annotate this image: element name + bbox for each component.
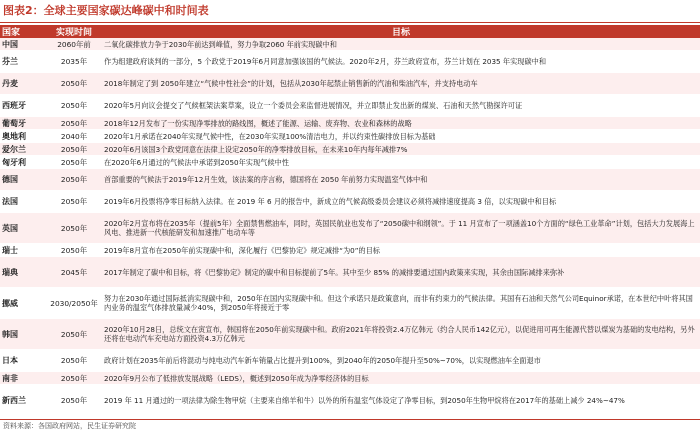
table-row (0, 169, 700, 191)
row-goal: 政府计划在2035年前后将混动与纯电动汽车新车销量占比提升到100%，到2040年的2050年提升至50%~70%，以实现燃油车全面退市 (102, 350, 700, 372)
row-country: 挪威 (0, 288, 46, 319)
row-country: 新西兰 (0, 385, 46, 416)
row-country: 英国 (0, 213, 46, 244)
row-time: 2050年 (46, 244, 102, 257)
table-row (0, 73, 700, 95)
row-goal: 2017年制定了碳中和目标，将《巴黎协定》制定的碳中和目标提前了5年。其中至少 85% 的减排要通过国内政策来实现，其余由国际减排来弥补 (102, 257, 700, 288)
table-row (0, 244, 700, 257)
row-goal: 2019 年 11 月通过的一项法律为除生物甲烷（主要来自绵羊和牛）以外的所有温室气体设定了净零目标，到2050年生物甲烷将在2017年的基础上减少 24%~47% (102, 385, 700, 416)
row-time: 2050年 (46, 191, 102, 213)
row-goal: 2020年6月该国3个政党同意在法律上设定2050年的净零排放目标，在未来10年内每年减排7% (102, 143, 700, 156)
row-goal: 2020年2月宣布将在2035年（提前5年）全面禁售燃油车，同时，英国民航业也发布了“2050碳中和纲领”。于 11 月宣布了一项涵盖10个方面的“绿色工业革命”计划，包括大力发展海上风电、推进新一代核能研发和加速推广电动车等 (102, 213, 700, 244)
table-row (0, 51, 700, 73)
row-time: 2050年 (46, 117, 102, 130)
table-row (0, 213, 700, 244)
figure-title: 图表2：全球主要国家碳达峰碳中和时间表 (3, 4, 209, 17)
row-country: 爱尔兰 (0, 143, 46, 156)
row-country: 芬兰 (0, 51, 46, 73)
header-time: 实现时间 (46, 25, 102, 38)
row-country: 韩国 (0, 319, 46, 350)
row-time: 2035年 (46, 51, 102, 73)
footer-divider (0, 419, 700, 420)
row-time: 2050年 (46, 350, 102, 372)
carbon-neutrality-table (0, 25, 700, 416)
row-time: 2050年 (46, 95, 102, 117)
row-time: 2050年 (46, 73, 102, 95)
row-country: 德国 (0, 169, 46, 191)
row-time: 2050年 (46, 213, 102, 244)
row-time: 2045年 (46, 257, 102, 288)
row-country: 奥地利 (0, 130, 46, 143)
table-row (0, 95, 700, 117)
row-goal: 2018年12月发布了一份实现净零排放的路线图，概述了能源、运输、废弃物、农业和森林的战略 (102, 117, 700, 130)
table-row (0, 117, 700, 130)
row-time: 2060年前 (46, 38, 102, 51)
header-country: 国家 (0, 25, 46, 38)
table-row (0, 130, 700, 143)
table-row (0, 191, 700, 213)
table-row (0, 156, 700, 169)
row-time: 2050年 (46, 385, 102, 416)
row-country: 瑞典 (0, 257, 46, 288)
row-time: 2050年 (46, 319, 102, 350)
table-row (0, 319, 700, 350)
row-time: 2050年 (46, 143, 102, 156)
source-note: 资料来源：各国政府网站，民生证券研究院 (3, 422, 136, 430)
row-goal: 首部重要的气候法于2019年12月生效，该法案的序言称，德国将在 2050 年前努力实现温室气体中和 (102, 169, 700, 191)
row-country: 葡萄牙 (0, 117, 46, 130)
row-goal: 2018年制定了到 2050年建立“气候中性社会”的计划，包括从2030年起禁止销售新的汽油和柴油汽车，并支持电动车 (102, 73, 700, 95)
row-goal: 作为组建政府谈判的一部分，5 个政党于2019年6月同意加强该国的气候法。2020年2月，芬兰政府宣布，芬兰计划在 2035 年实现碳中和 (102, 51, 700, 73)
table-row (0, 350, 700, 372)
row-goal: 努力在2030年通过国际抵消实现碳中和，2050年在国内实现碳中和。但这个承诺只是政策意向，而非有约束力的气候法律。其国有石油和天然气公司Equinor承诺，在本世纪中叶将其国内业务的温室气体排放量减少40%，到2050年将接近于零 (102, 288, 700, 319)
table-row (0, 143, 700, 156)
title-divider (0, 22, 700, 23)
row-country: 南非 (0, 372, 46, 385)
row-time: 2050年 (46, 372, 102, 385)
header-goal: 目标 (102, 25, 700, 38)
row-goal: 2019年6月投票将净零目标纳入法律。在 2019 年 6 月的报告中，新成立的气候高级委员会建议必须将减排速度提高 3 倍，以实现碳中和目标 (102, 191, 700, 213)
row-goal: 2020年10月28日，总统文在寅宣布，韩国将在2050年前实现碳中和。政府2021年将投资2.4万亿韩元（约合人民币142亿元），以促进用可再生能源代替以煤炭为基础的发电结构，另外还将在电动汽车充电站方面投资4.3万亿韩元 (102, 319, 700, 350)
table-header-row (0, 25, 700, 38)
row-country: 丹麦 (0, 73, 46, 95)
row-goal: 2020年1月承诺在2040年实现气候中性，在2030年实现100%清洁电力，并以约束性碳排放目标为基础 (102, 130, 700, 143)
row-goal: 2019年8月宣布在2050年前实现碳中和，深化履行《巴黎协定》规定减排“为0”的目标 (102, 244, 700, 257)
table-row (0, 38, 700, 51)
table-row (0, 288, 700, 319)
row-goal: 二氧化碳排放力争于2030年前达到峰值，努力争取2060 年前实现碳中和 (102, 38, 700, 51)
row-goal: 2020年9月公布了低排放发展战略（LEDS），概述到2050年成为净零经济体的目标 (102, 372, 700, 385)
row-country: 西班牙 (0, 95, 46, 117)
row-country: 瑞士 (0, 244, 46, 257)
row-time: 2040年 (46, 130, 102, 143)
row-time: 2030/2050年 (46, 288, 102, 319)
row-time: 2050年 (46, 156, 102, 169)
row-time: 2050年 (46, 169, 102, 191)
row-country: 法国 (0, 191, 46, 213)
table-row (0, 372, 700, 385)
table-row (0, 385, 700, 416)
row-country: 日本 (0, 350, 46, 372)
table-row (0, 257, 700, 288)
row-goal: 在2020年6月通过的气候法中承诺到2050年实现气候中性 (102, 156, 700, 169)
row-country: 匈牙利 (0, 156, 46, 169)
row-goal: 2020年5月向议会提交了气候框架法案草案，设立一个委员会来监督进展情况，并立即禁止发出新的煤炭、石油和天然气勘探许可证 (102, 95, 700, 117)
row-country: 中国 (0, 38, 46, 51)
